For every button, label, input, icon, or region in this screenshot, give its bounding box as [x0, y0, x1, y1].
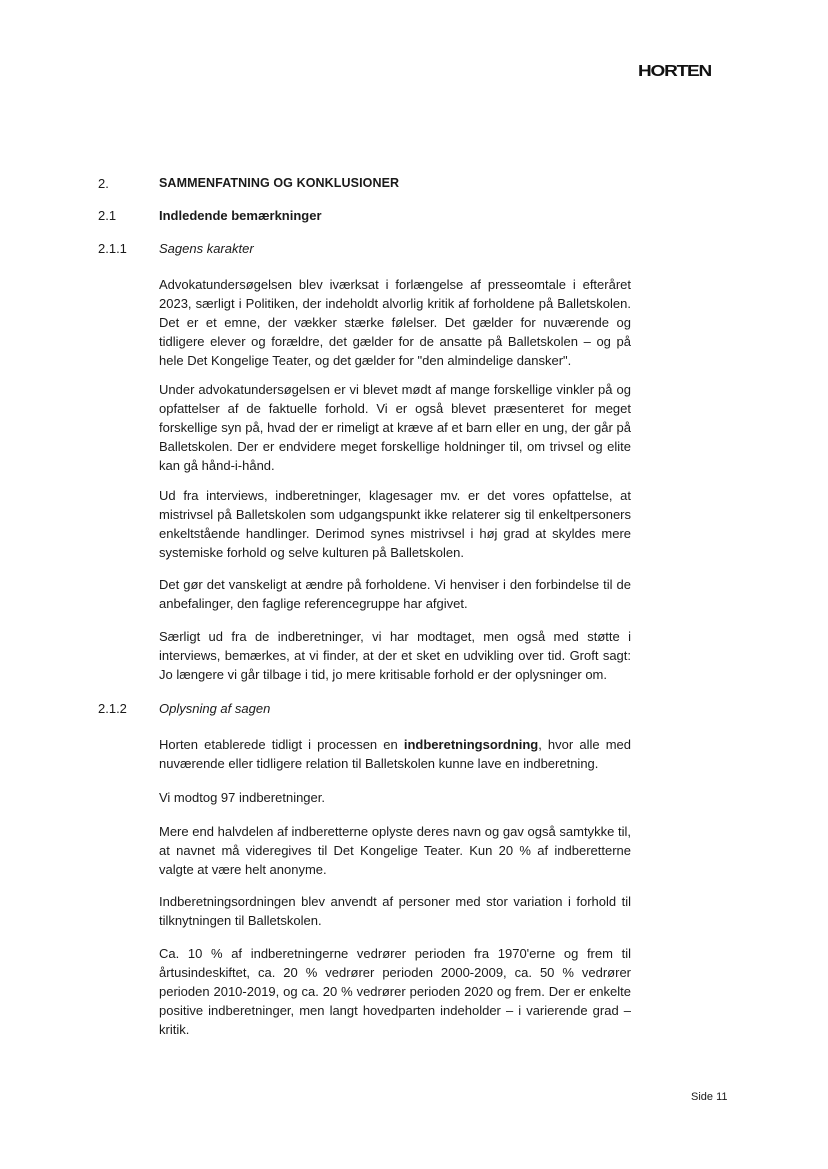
bold-term: indberetningsordning: [403, 737, 539, 752]
section-number: 2.: [98, 176, 109, 191]
paragraph: Indberetningsordningen blev anvendt af personer med stor variation i forhold til tilknytningen til Balletskolen.: [159, 894, 631, 928]
paragraph: Ca. 10 % af indberetningerne vedrører perioden fra 1970'erne og frem til årtusindeskiftet, ca. 20 % vedrører perioden 2000-2009, ca. 50 % vedrører perioden 2010-2019, og ca. 20 % vedrører perioden 2020 og frem. Der er enkelte positive indberetninger, men langt hovedparten indeholder – i varierende grad – kritik.: [159, 946, 631, 1037]
paragraph: Mere end halvdelen af indberetterne oplyste deres navn og gav også samtykke til, at navnet må videregives til Det Kongelige Teater. Kun 20 % af indberetterne valgte at være helt anonyme.: [159, 824, 631, 877]
paragraph: Det gør det vanskeligt at ændre på forholdene. Vi henviser i den forbindelse til de anbefalinger, den faglige referencegruppe har afgivet.: [159, 577, 631, 611]
sub2-title: Oplysning af sagen: [159, 701, 271, 716]
subsection-title: Indledende bemærkninger: [159, 208, 322, 223]
horten-logo: HORTEN: [638, 63, 712, 81]
page-number: Side 11: [691, 1091, 728, 1103]
subsection-number: 2.1: [98, 208, 117, 223]
paragraph: Ud fra interviews, indberetninger, klagesager mv. er det vores opfattelse, at mistrivsel på Balletskolen som udgangspunkt ikke relaterer sig til enkeltpersoners enkeltstående handlinger. Derimod synes mistrivsel i høj grad at skyldes mere systemiske forhold og selve kulturen på Balletskolen.: [159, 488, 631, 560]
paragraph: Advokatundersøgelsen blev iværksat i forlængelse af presseomtale i efteråret 2023, særligt i Politiken, der indeholdt alvorlig kritik af forholdene på Balletskolen. Det er et emne, der vækker stærke følelser. Det gælder for nuværende og tidligere elever og forældre, det gælder for de ansatte på Balletskolen – og på hele Det Kongelige Teater, og det gælder for "den almindelige dansker".: [159, 277, 631, 368]
paragraph: Særligt ud fra de indberetninger, vi har modtaget, men også med støtte i interviews, bemærkes, at vi finder, at der et sket en udvikling over tid. Groft sagt: Jo længere vi går tilbage i tid, jo mere kritisable forhold er der oplysninger om.: [159, 629, 631, 682]
section-title: SAMMENFATNING OG KONKLUSIONER: [159, 176, 400, 190]
sub1-title: Sagens karakter: [159, 241, 254, 256]
sub1-number: 2.1.1: [98, 241, 127, 256]
paragraph: Under advokatundersøgelsen er vi blevet mødt af mange forskellige vinkler på og opfattelser af de faktuelle forhold. Vi er også blevet præsenteret for meget forskellige syn på, hvad der er rimeligt at kræve af et barn eller en ung, der går på Balletskolen. Der er endvidere meget forskellige holdninger til, om trivsel og elite kan gå hånd-i-hånd.: [159, 382, 631, 473]
paragraph: Horten etablerede tidligt i processen en indberetningsordning, hvor alle med nuværende eller tidligere relation til Balletskolen kunne lave en indberetning.: [159, 737, 631, 771]
sub2-number: 2.1.2: [98, 701, 127, 716]
paragraph: Vi modtog 97 indberetninger.: [159, 790, 325, 805]
